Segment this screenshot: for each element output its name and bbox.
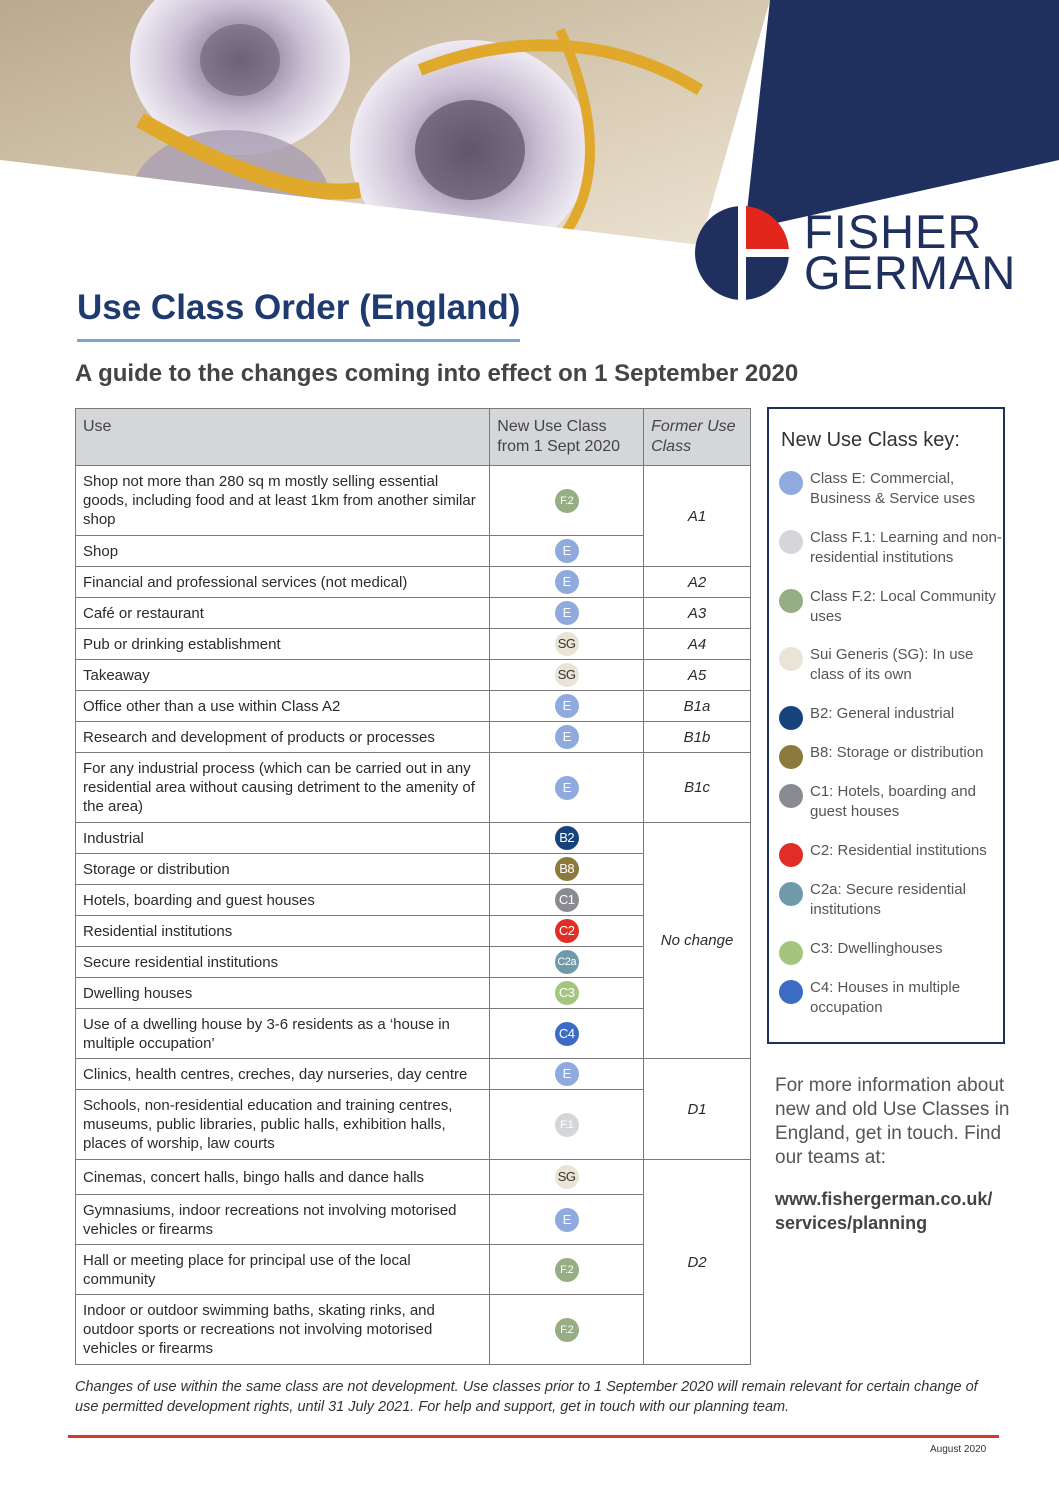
use-cell: Shop [76, 536, 490, 567]
former-class-cell: A1 [644, 466, 751, 567]
former-class-cell: No change [644, 823, 751, 1059]
table-row [76, 567, 751, 598]
planning-link-line2[interactable]: services/planning [775, 1213, 928, 1233]
use-class-badge: C1 [555, 888, 579, 912]
former-class-cell: A2 [644, 567, 751, 598]
key-dot [779, 530, 803, 554]
header-new-class [490, 409, 644, 466]
use-cell: Secure residential institutions [76, 947, 490, 978]
key-dot [779, 882, 803, 906]
use-cell: Storage or distribution [76, 854, 490, 885]
use-class-badge: E [555, 570, 579, 594]
use-class-badge: E [555, 1062, 579, 1086]
use-cell: Shop not more than 280 sq m mostly selling essential goods, including food and at least 1km from another similar shop [76, 466, 490, 536]
fisher-german-logo[interactable] [694, 205, 1017, 305]
use-cell: Hall or meeting place for principal use of the local community [76, 1245, 490, 1295]
former-class-cell: D1 [644, 1059, 751, 1160]
table-row [76, 753, 751, 823]
use-cell: Financial and professional services (not medical) [76, 567, 490, 598]
key-dot [779, 784, 803, 808]
key-dot [779, 843, 803, 867]
use-class-badge: F.2 [555, 1258, 579, 1282]
use-class-badge: F.1 [555, 1113, 579, 1137]
key-dot [779, 980, 803, 1004]
use-class-badge: E [555, 539, 579, 563]
logo-line-2: GERMAN [804, 246, 1017, 299]
footnote: Changes of use within the same class are not development. Use classes prior to 1 September 2020 will remain relevant for certain change of use permitted development rights, until 31 July 2021. For help and support, get in touch with our planning team. [75, 1379, 978, 1415]
use-class-badge: E [555, 1208, 579, 1232]
table-row [76, 629, 751, 660]
use-cell: Indoor or outdoor swimming baths, skating rinks, and outdoor sports or recreations not involving motorised vehicles or firearms [76, 1295, 490, 1365]
use-cell: Pub or drinking establishment [76, 629, 490, 660]
logo-line-1: FISHER [804, 205, 983, 258]
page-title: Use Class Order (England) [77, 288, 521, 327]
former-class-cell: B1b [644, 722, 751, 753]
table-row [76, 1160, 751, 1195]
table-row [76, 691, 751, 722]
use-class-badge: F.2 [555, 1318, 579, 1342]
use-class-badge: SG [555, 632, 579, 656]
header-former-class [644, 409, 751, 466]
use-class-badge: E [555, 694, 579, 718]
title-underline [77, 339, 520, 342]
key-label: C3: Dwellinghouses [810, 940, 943, 957]
table-row [76, 660, 751, 691]
key-label: B8: Storage or distribution [810, 744, 984, 761]
use-cell: Schools, non-residential education and training centres, museums, public libraries, public halls, exhibition halls, places of worship, law courts [76, 1090, 490, 1160]
use-cell: For any industrial process (which can be carried out in any residential area without causing detriment to the amenity of the area) [76, 753, 490, 823]
table-row [76, 1059, 751, 1090]
key-label: Class F.1: Learning and non-residential institutions [810, 529, 1002, 566]
former-class-cell: B1c [644, 753, 751, 823]
planning-link[interactable] [775, 1187, 1015, 1235]
former-class-cell: A4 [644, 629, 751, 660]
key-dot [779, 589, 803, 613]
former-class-cell: D2 [644, 1160, 751, 1365]
logo-mark-icon [694, 205, 794, 305]
use-class-badge: SG [555, 1165, 579, 1189]
use-cell: Hotels, boarding and guest houses [76, 885, 490, 916]
header-new-line1: New Use Class [497, 418, 607, 435]
use-class-badge: C2 [555, 919, 579, 943]
key-dot [779, 471, 803, 495]
use-class-badge: C2a [555, 950, 579, 974]
key-dot [779, 745, 803, 769]
table-row [76, 722, 751, 753]
key-label: Class E: Commercial, Business & Service uses [810, 470, 976, 507]
former-class-cell: A5 [644, 660, 751, 691]
use-cell: Residential institutions [76, 916, 490, 947]
header-former-line1: Former Use [651, 418, 736, 435]
key-dot [779, 706, 803, 730]
use-class-badge: C3 [555, 981, 579, 1005]
key-label: C1: Hotels, boarding and guest houses [810, 783, 976, 820]
use-cell: Office other than a use within Class A2 [76, 691, 490, 722]
use-cell: Cinemas, concert halls, bingo halls and dance halls [76, 1160, 490, 1195]
table-header-row [76, 409, 751, 466]
table-row [76, 598, 751, 629]
use-class-badge: E [555, 601, 579, 625]
use-cell: Clinics, health centres, creches, day nurseries, day centre [76, 1059, 490, 1090]
use-class-key [767, 407, 1005, 1044]
key-label: B2: General industrial [810, 705, 955, 722]
header-former-line2: Class [651, 438, 692, 455]
table-row [76, 466, 751, 536]
use-class-badge: SG [555, 663, 579, 687]
use-class-badge: C4 [555, 1022, 579, 1046]
key-label: C4: Houses in multiple occupation [810, 979, 961, 1016]
key-title: New Use Class key: [781, 429, 960, 451]
header-new-line2: from 1 Sept 2020 [497, 438, 621, 455]
use-cell: Dwelling houses [76, 978, 490, 1009]
use-class-table [75, 408, 751, 1365]
use-class-badge: E [555, 725, 579, 749]
former-class-cell: A3 [644, 598, 751, 629]
key-label: Sui Generis (SG): In use class of its own [810, 646, 974, 683]
use-class-badge: F.2 [555, 489, 579, 513]
table-row [76, 823, 751, 854]
header-use: Use [76, 409, 490, 466]
logo-wordmark [804, 205, 1017, 299]
use-class-badge: B8 [555, 857, 579, 881]
page-subtitle: A guide to the changes coming into effect on 1 September 2020 [75, 360, 799, 387]
former-class-cell: B1a [644, 691, 751, 722]
use-cell: Use of a dwelling house by 3-6 residents as a ‘house in multiple occupation’ [76, 1009, 490, 1059]
key-label: C2: Residential institutions [810, 842, 987, 859]
planning-link-line1[interactable]: www.fishergerman.co.uk/ [775, 1189, 993, 1209]
use-class-badge: E [555, 776, 579, 800]
use-cell: Industrial [76, 823, 490, 854]
publication-date: August 2020 [930, 1444, 987, 1455]
use-cell: Research and development of products or processes [76, 722, 490, 753]
use-class-badge: B2 [555, 826, 579, 850]
use-cell: Gymnasiums, indoor recreations not involving motorised vehicles or firearms [76, 1195, 490, 1245]
use-cell: Café or restaurant [76, 598, 490, 629]
footer-divider [68, 1435, 999, 1438]
use-cell: Takeaway [76, 660, 490, 691]
key-label: Class F.2: Local Community uses [810, 588, 996, 625]
key-dot [779, 941, 803, 965]
key-label: C2a: Secure residential institutions [810, 881, 966, 918]
key-dot [779, 647, 803, 671]
more-info-text: For more information about new and old Use Classes in England, get in touch. Find our teams at: [775, 1075, 1010, 1168]
